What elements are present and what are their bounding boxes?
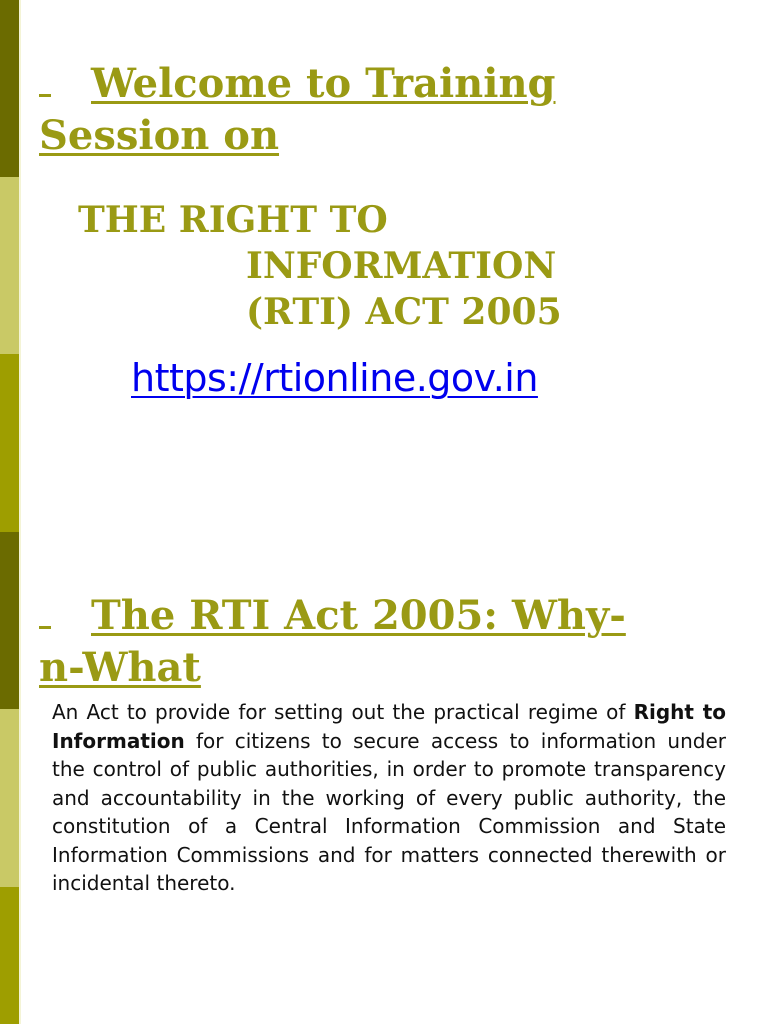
stripe-segment [0, 709, 19, 887]
underline-lead-mark [39, 60, 51, 97]
act-description-bold: Right to Information [52, 700, 726, 753]
stripe-segment [0, 0, 19, 177]
rti-online-link[interactable]: https://rtionline.gov.in [131, 356, 538, 400]
welcome-heading-line2: Session on [39, 112, 280, 159]
why-n-what-heading-line1: The RTI Act 2005: Why- [91, 592, 626, 639]
stripe-segment [0, 532, 19, 709]
stripe-segment [0, 887, 19, 1024]
act-description [52, 698, 726, 898]
act-description-part1: An Act to provide for setting out the practical regime of [52, 700, 634, 724]
welcome-heading-line1: Welcome to Training [91, 60, 556, 107]
welcome-heading [39, 58, 639, 162]
why-n-what-heading [39, 590, 699, 694]
stripe-segment [0, 177, 19, 354]
left-decorative-stripe [0, 0, 19, 1024]
act-description-part2: for citizens to secure access to information under the control of public authorities, in order to promote transparency and accountability in the working of every public authority, the constitution of a Central Information Commission and State Information Commissions and for matters connected therewith or incidental thereto. [52, 728, 726, 895]
why-n-what-heading-line2: n-What [39, 644, 201, 691]
act-title-line2: INFORMATION [246, 245, 557, 287]
act-title-line3: (RTI) ACT 2005 [246, 291, 562, 333]
act-title-line1: THE RIGHT TO [78, 199, 388, 241]
stripe-edge-divider [19, 0, 21, 1024]
stripe-segment [0, 354, 19, 532]
underline-lead-mark [39, 592, 51, 629]
